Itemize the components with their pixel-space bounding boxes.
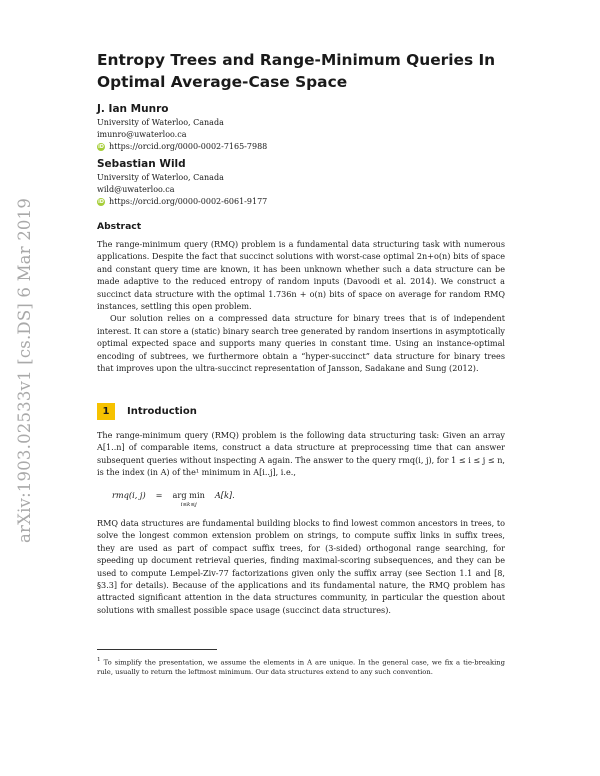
author-name-2: Sebastian Wild bbox=[97, 158, 186, 170]
author-email-2[interactable]: wild@uwaterloo.ca bbox=[97, 185, 175, 194]
arxiv-stamp: arXiv:1903.02533v1 [cs.DS] 6 Mar 2019 bbox=[15, 197, 34, 543]
author-email-1[interactable]: imunro@uwaterloo.ca bbox=[97, 130, 187, 139]
footnote-divider bbox=[97, 649, 217, 650]
abstract-paragraph-2: Our solution relies on a compressed data structure for binary trees that is of independent interest. It can store a (static) binary search tree generated by random insertions in asymptotically optimal expected space and supports many queries in constant time. Using an instance-optimal encoding of subtrees, we furthermore obtain a “hyper-succinct” data structure for binary trees that improves upon the ultra-succinct representation of Jansson, Sadakane and Sung (2012). bbox=[97, 313, 505, 374]
orcid-link-1[interactable]: https://orcid.org/0000-0002-7165-7988 bbox=[109, 142, 268, 151]
section-number-badge: 1 bbox=[97, 403, 115, 420]
formula-subscript: i≤k≤j bbox=[180, 502, 197, 508]
abstract-body bbox=[97, 238, 505, 374]
footnote-mark: 1 bbox=[97, 657, 101, 663]
formula-equals: = bbox=[155, 490, 163, 500]
paper-title: Entropy Trees and Range-Minimum Queries In Optimal Average-Case Space bbox=[97, 51, 496, 91]
author-affiliation-1: University of Waterloo, Canada bbox=[97, 118, 224, 127]
author-name-1: J. Ian Munro bbox=[97, 103, 169, 115]
author-block-1 bbox=[97, 117, 267, 153]
abstract-paragraph-1: The range-minimum query (RMQ) problem is a fundamental data structuring task with numerous applications. Despite the fact that succinct solutions with worst-case optimal 2n+o(n) bits of space and constant query time are known, it has been unknown whether such a data structure can be made adaptive to the reduced entropy of random inputs (Davoodi et al. 2014). We construct a succinct data structure with the optimal 1.736n + o(n) bits of space on average for random RMQ instances, settling this open problem. bbox=[97, 239, 505, 312]
formula-argument: A[k]. bbox=[214, 490, 235, 500]
author-orcid-1[interactable] bbox=[97, 141, 267, 153]
section-heading bbox=[97, 403, 197, 420]
footnote-text: To simplify the presentation, we assume the elements in A are unique. In the general case, we fix a tie-breaking rule, usually to return the leftmost minimum. Our data structures extend to any such convention. bbox=[97, 658, 505, 677]
abstract-heading: Abstract bbox=[97, 221, 142, 232]
formula-lhs: rmq(i, j) bbox=[112, 490, 146, 500]
formula-operator: arg min bbox=[172, 490, 205, 500]
rmq-formula bbox=[112, 490, 235, 510]
section-title: Introduction bbox=[127, 406, 197, 417]
author-orcid-2[interactable] bbox=[97, 196, 267, 208]
intro-paragraph-1: The range-minimum query (RMQ) problem is the following data structuring task: Given an array A[1..n] of comparable items, construct a data structure at preprocessing time that can answer subsequent queries without inspecting A again. The answer to the query rmq(i, j), for 1 ≤ i ≤ j ≤ n, is the index (in A) of the¹ minimum in A[i..j], i.e., bbox=[97, 430, 505, 478]
orcid-icon: iD bbox=[98, 144, 104, 150]
formula-argmin bbox=[173, 490, 205, 510]
author-block-2 bbox=[97, 172, 267, 208]
author-affiliation-2: University of Waterloo, Canada bbox=[97, 173, 224, 182]
orcid-link-2[interactable]: https://orcid.org/0000-0002-6061-9177 bbox=[109, 197, 268, 206]
orcid-icon: iD bbox=[98, 199, 104, 205]
intro-paragraph-2: RMQ data structures are fundamental building blocks to find lowest common ancestors in trees, to solve the longest common extension problem on strings, to compute suffix links in suffix trees, they are used as part of compact suffix trees, for (3-sided) orthogonal range searching, for speeding up document retrieval queries, finding maximal-scoring subsequences, and they can be used to compute Lempel-Ziv-77 factorizations given only the suffix array (see Section 1.1 and [8, §3.3] for details). Because of the applications and its fundamental nature, the RMQ problem has attracted significant attention in the data structures community, in particular the question about solutions with smallest possible space usage (succinct data structures). bbox=[97, 518, 505, 615]
footnote bbox=[97, 655, 505, 677]
